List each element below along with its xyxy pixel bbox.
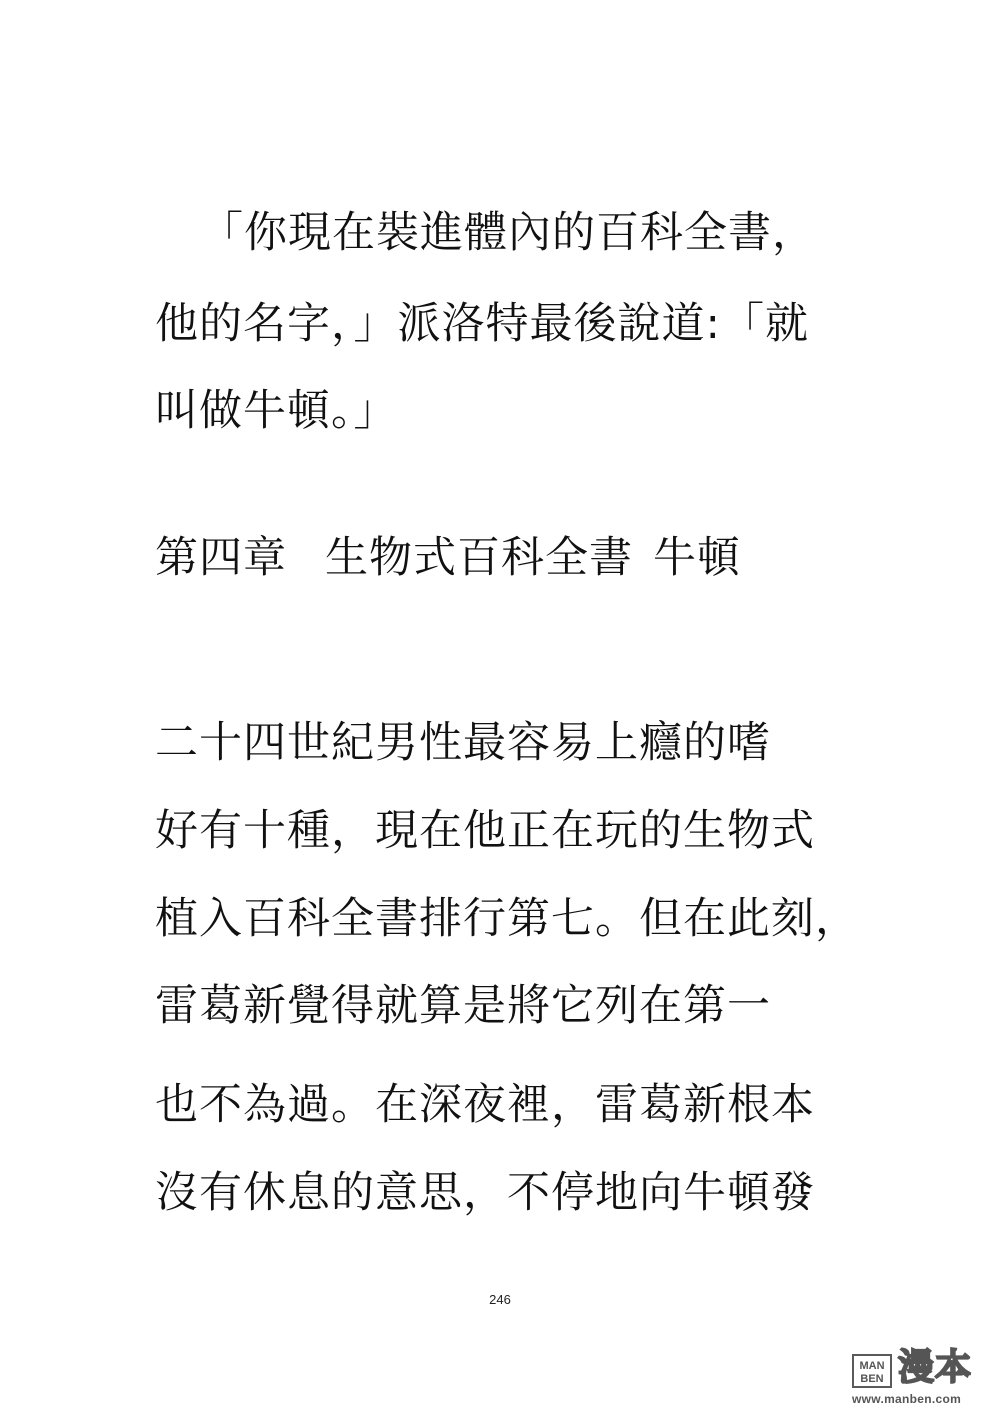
- chapter-subtitle: 牛頓: [653, 533, 741, 583]
- text-line: 他的名字，」派洛特最後說道:「就: [155, 299, 809, 349]
- watermark-title: 漫本: [898, 1347, 973, 1388]
- text-line: 好有十種，現在他正在玩的生物式: [155, 806, 815, 856]
- text-line: 沒有休息的意思，不停地向牛頓發: [155, 1168, 815, 1218]
- text-line: 也不為過。在深夜裡，雷葛新根本: [155, 1080, 815, 1130]
- logo-text-bottom: BEN: [860, 1373, 884, 1385]
- text-line: 「你現在裝進體內的百科全書，: [200, 208, 816, 258]
- text-line: 雷葛新覺得就算是將它列在第一: [155, 981, 771, 1031]
- chapter-number: 第四章: [155, 533, 287, 583]
- watermark-url: www.manben.com: [852, 1392, 962, 1406]
- logo-text-top: MAN: [859, 1360, 885, 1372]
- manben-logo: [852, 1354, 892, 1388]
- text-line: 叫做牛頓。」: [155, 386, 398, 436]
- page-number: 246: [489, 1292, 511, 1307]
- watermark: [852, 1347, 992, 1408]
- chapter-title: 生物式百科全書: [325, 533, 633, 583]
- text-line: 植入百科全書排行第七。但在此刻，: [155, 894, 859, 944]
- text-line: 二十四世紀男性最容易上癮的嗜: [155, 718, 771, 768]
- chapter-heading: [155, 533, 741, 583]
